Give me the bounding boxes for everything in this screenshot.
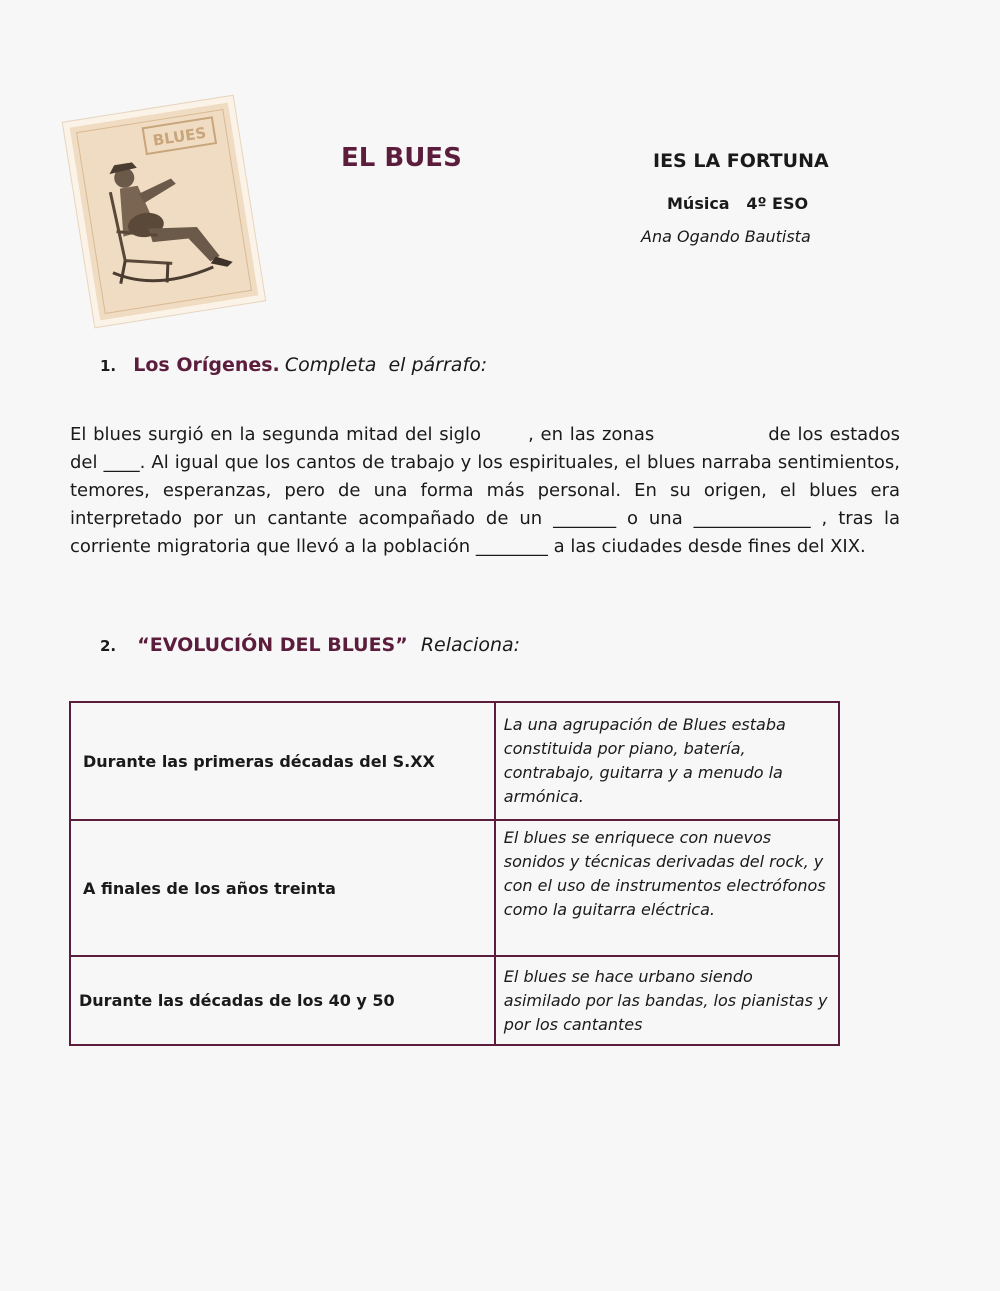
author-name: Ana Ogando Bautista [641, 227, 811, 246]
description-text: El blues se hace urbano siendo asimilado por las bandas, los pianistas y por los cantantes [503, 966, 828, 1034]
paragraph-part-1: El blues surgió en la segunda mitad del siglo [70, 424, 482, 445]
blues-stamp-image [63, 96, 265, 327]
table-row [70, 702, 839, 820]
fill-in-paragraph [70, 421, 900, 561]
table-row [70, 820, 839, 956]
description-text: La una agrupación de Blues estaba constituida por piano, batería, contrabajo, guitarra y a menudo la armónica. [503, 715, 786, 806]
course-text: Música 4º ESO [667, 194, 809, 213]
section-1-instruction: Completa el párrafo: [284, 354, 488, 376]
section-1-heading [100, 354, 487, 376]
course-label [667, 194, 808, 213]
table-cell-description[interactable] [495, 820, 839, 956]
matching-table [69, 701, 840, 1046]
school-name: IES LA FORTUNA [653, 150, 829, 172]
paragraph-part-3: de los estados del ____. Al igual que los cantos de trabajo y los espirituales, el blues narraba sentimientos, temores, esperanzas, pero de una forma más personal. En su origen, el blues era interpretado por un cantante acompañado de un _______ o una _____________ , tras la corriente migratoria que llevó a la población ________ a las ciudades desde fines del XIX. [70, 424, 900, 557]
table-cell-period[interactable] [70, 820, 495, 956]
table-cell-description[interactable] [495, 956, 839, 1045]
section-2-number: 2. [100, 637, 117, 655]
period-text: Durante las décadas de los 40 y 50 [79, 991, 395, 1010]
table-cell-description[interactable] [495, 702, 839, 820]
paragraph-part-2: , en las zonas [528, 424, 655, 445]
stamp-text: BLUES [151, 123, 208, 150]
page-title: EL BUES [341, 143, 462, 173]
section-2-heading [100, 634, 520, 656]
table-row [70, 956, 839, 1045]
period-text: Durante las primeras décadas del S.XX [83, 751, 435, 771]
description-text: El blues se enriquece con nuevos sonidos y técnicas derivadas del rock, y con el uso de instrumentos electrófonos como la guitarra eléctrica. [503, 828, 826, 919]
table-cell-period[interactable] [70, 702, 495, 820]
section-1-number: 1. [100, 357, 117, 375]
section-2-instruction: Relaciona: [420, 634, 521, 656]
period-text: A finales de los años treinta [83, 878, 336, 898]
section-2-title: “EVOLUCIÓN DEL BLUES” [137, 634, 408, 656]
section-1-title: Los Orígenes. [133, 354, 280, 376]
table-cell-period[interactable] [70, 956, 495, 1045]
